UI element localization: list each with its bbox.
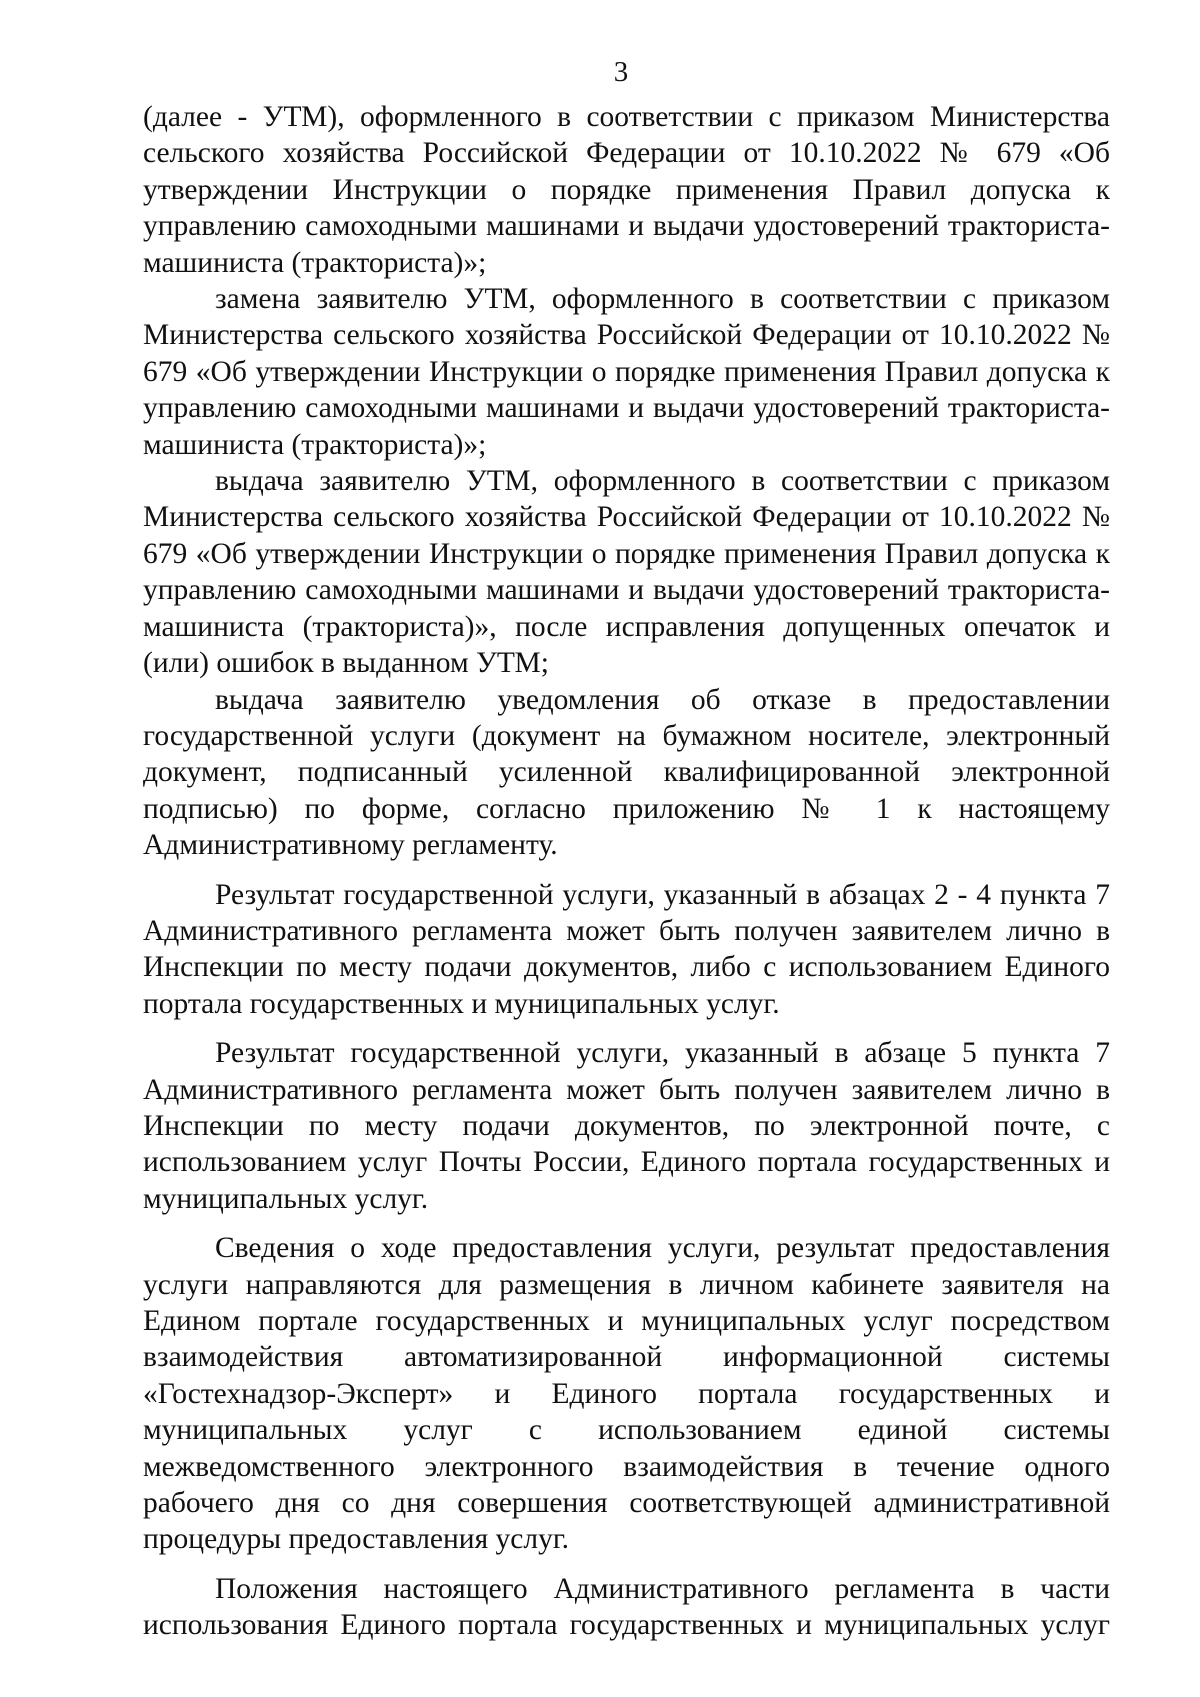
paragraph-result-abs-2-4: Результат государственной услуги, указанный в абзацах 2 - 4 пункта 7 Административного регламента может быть получен заявителем лично в Инспекции по месту подачи документов, либо с использованием Единого портала государственных и муниципальных услуг. <box>143 878 1110 1020</box>
paragraph-utm-reissue: выдача заявителю УТМ, оформленного в соответствии с приказом Министерства сельского хозяйства Российской Федерации от 10.10.2022 № 679 «Об утверждении Инструкции о порядке применения Правил допуска к управлению самоходными машинами и выдачи удостоверений тракториста-машиниста (тракториста)», после исправления допущенных опечаток и (или) ошибок в выданном УТМ; <box>143 465 1110 680</box>
paragraph-service-progress: Сведения о ходе предоставления услуги, результат предоставления услуги направляются для размещения в личном кабинете заявителя на Едином портале государственных и муниципальных услуг посредством взаимодействия автоматизированной информационной системы «Гостехнадзор-Эксперт» и Единого портала государственных и муниципальных услуг с использованием единой системы межведомственного электронного взаимодействия в течение одного рабочего дня со дня совершения соответствующей административной процедуры предоставления услуг. <box>143 1232 1110 1556</box>
paragraph-portal-provisions: Положения настоящего Административного регламента в части использования Единого портала государственных и муниципальных услуг <box>143 1572 1110 1642</box>
page-number: 3 <box>613 56 629 88</box>
paragraph-refusal-notice: выдача заявителю уведомления об отказе в предоставлении государственной услуги (документ на бумажном носителе, электронный документ, подписанный усиленной квалифицированной электронной подписью) по форме, согласно приложению № 1 к настоящему Административному регламенту. <box>143 683 1110 862</box>
paragraph-result-abs-5: Результат государственной услуги, указанный в абзаце 5 пункта 7 Административного регламента может быть получен заявителем лично в Инспекции по месту подачи документов, по электронной почте, с использованием услуг Почты России, Единого портала государственных и муниципальных услуг. <box>143 1037 1110 1215</box>
paragraph-utm-replacement: замена заявителю УТМ, оформленного в соответствии с приказом Министерства сельского хозяйства Российской Федерации от 10.10.2022 № 679 «Об утверждении Инструкции о порядке применения Правил допуска к управлению самоходными машинами и выдачи удостоверений тракториста-машиниста (тракториста)»; <box>143 283 1110 461</box>
document-body <box>143 99 1110 1644</box>
paragraph-utm-definition: (далее - УТМ), оформленного в соответствии с приказом Министерства сельского хозяйства Российской Федерации от 10.10.2022 № 679 «Об утверждении Инструкции о порядке применения Правил допуска к управлению самоходными машинами и выдачи удостоверений тракториста-машиниста (тракториста)»; <box>143 101 1110 279</box>
